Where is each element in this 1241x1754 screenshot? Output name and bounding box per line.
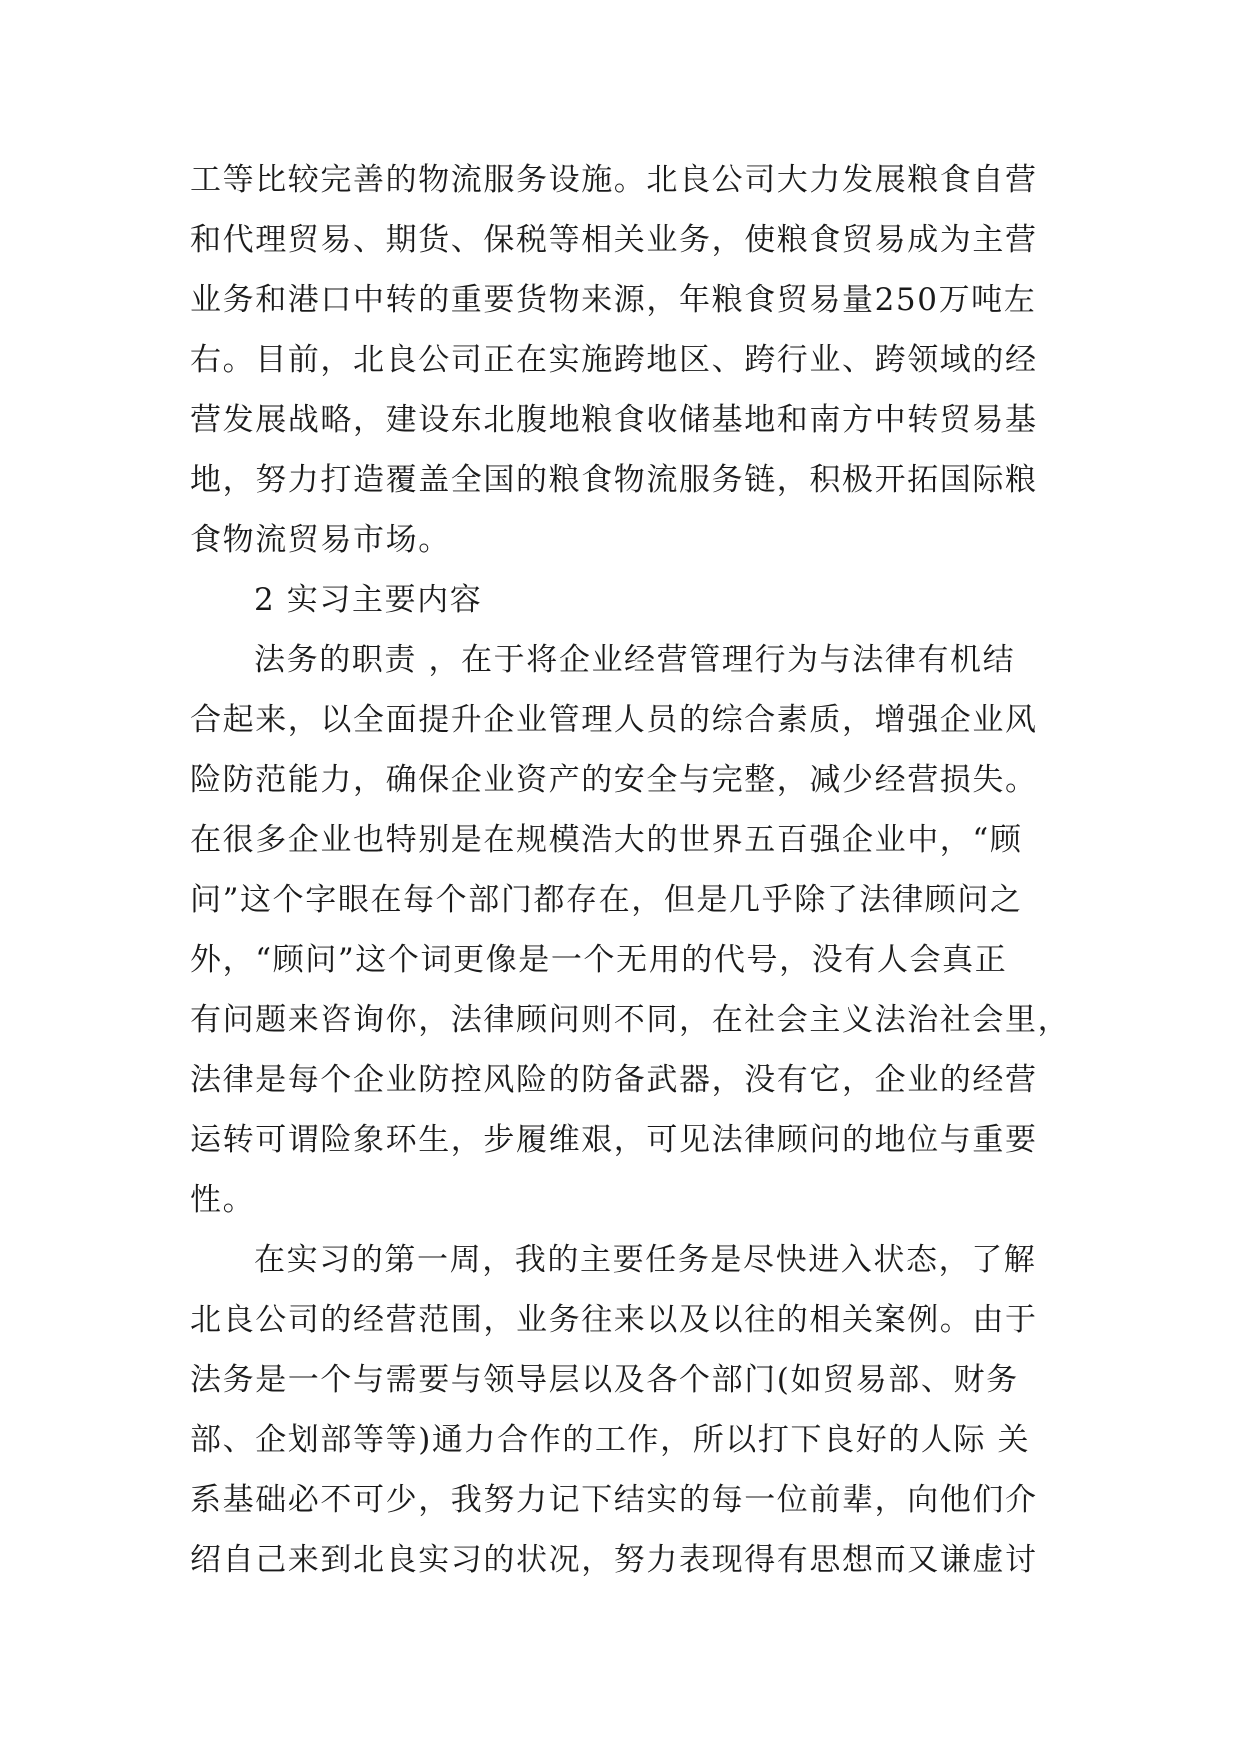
text-line: 运转可谓险象环生，步履维艰，可见法律顾问的地位与重要 [190, 1122, 1038, 1158]
text-line: 部、企划部等等)通力合作的工作，所以打下良好的人际 关 [190, 1422, 1031, 1458]
text-line: 营发展战略，建设东北腹地粮食收储基地和南方中转贸易基 [190, 402, 1038, 438]
text-line: 法律是每个企业防控风险的防备武器，没有它，企业的经营 [190, 1062, 1038, 1098]
text-line: 有问题来咨询你，法律顾问则不同，在社会主义法治社会里， [190, 1002, 1071, 1038]
text-line: 系基础必不可少，我努力记下结实的每一位前辈，向他们介 [190, 1482, 1038, 1518]
text-line: 绍自己来到北良实习的状况，努力表现得有思想而又谦虚讨 [190, 1542, 1038, 1578]
text-line: 合起来，以全面提升企业管理人员的综合素质，增强企业风 [190, 702, 1038, 738]
body-text [190, 150, 1070, 1590]
text-line: 外，“顾问”这个词更像是一个无用的代号，没有人会真正 [190, 942, 1008, 978]
paragraph-first-line: 法务的职责 ，在于将企业经营管理行为与法律有机结 [254, 642, 1016, 678]
text-line: 工等比较完善的物流服务设施。北良公司大力发展粮食自营 [190, 162, 1038, 198]
text-line: 北良公司的经营范围，业务往来以及以往的相关案例。由于 [190, 1302, 1038, 1338]
text-line: 食物流贸易市场。 [190, 522, 451, 558]
text-line: 和代理贸易、期货、保税等相关业务，使粮食贸易成为主营 [190, 222, 1038, 258]
text-line: 右。目前，北良公司正在实施跨地区、跨行业、跨领域的经 [190, 342, 1038, 378]
section-heading: 2 实习主要内容 [254, 582, 483, 618]
text-line: 性。 [190, 1182, 256, 1218]
text-line: 问”这个字眼在每个部门都存在，但是几乎除了法律顾问之 [190, 882, 1023, 918]
text-line: 地，努力打造覆盖全国的粮食物流服务链，积极开拓国际粮 [190, 462, 1038, 498]
text-line: 业务和港口中转的重要货物来源，年粮食贸易量250万吨左 [190, 282, 1037, 318]
paragraph-first-line: 在实习的第一周，我的主要任务是尽快进入状态，了解 [254, 1242, 1037, 1278]
text-line: 在很多企业也特别是在规模浩大的世界五百强企业中，“顾 [190, 822, 1023, 858]
text-line: 险防范能力，确保企业资产的安全与完整，减少经营损失。 [190, 762, 1038, 798]
text-line: 法务是一个与需要与领导层以及各个部门(如贸易部、财务 [190, 1362, 1019, 1398]
